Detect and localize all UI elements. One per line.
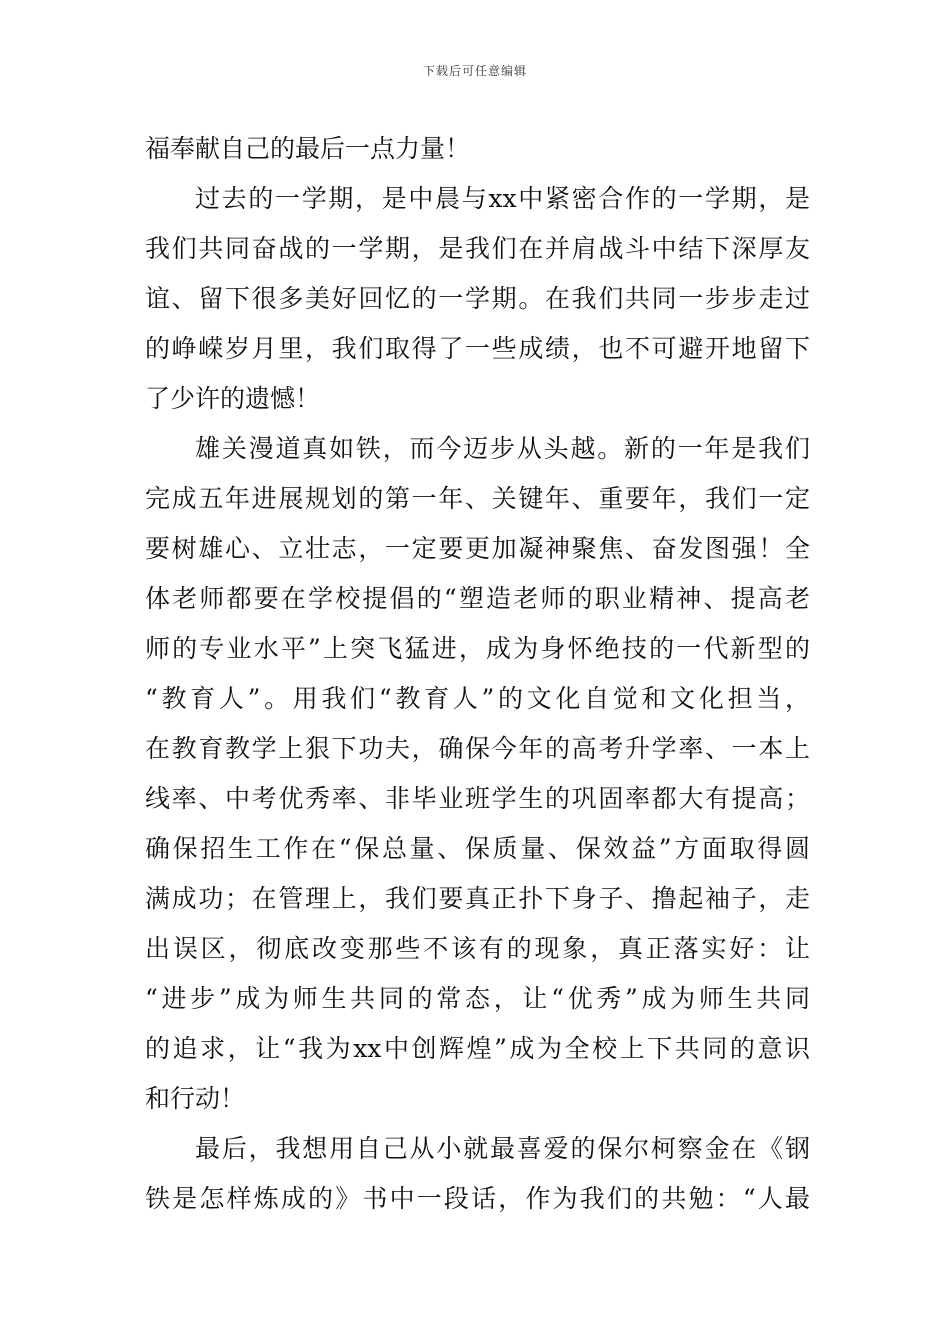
paragraph-first-line: 过去的一学期，是中晨与xx中紧密合作的一学期，是 <box>195 184 810 213</box>
text-line: 要树雄心、立壮志，一定要更加凝神聚焦、奋发图强！全 <box>145 534 810 563</box>
text-line: 满成功；在管理上，我们要真正扑下身子、撸起袖子，走 <box>145 884 810 913</box>
text-line: 师的专业水平”上突飞猛进，成为身怀绝技的一代新型的 <box>145 634 810 663</box>
text-line: 确保招生工作在“保总量、保质量、保效益”方面取得圆 <box>145 834 810 863</box>
text-line: 完成五年进展规划的第一年、关键年、重要年，我们一定 <box>145 484 810 513</box>
text-line: 我们共同奋战的一学期，是我们在并肩战斗中结下深厚友 <box>145 234 810 263</box>
text-line: 的峥嵘岁月里，我们取得了一些成绩，也不可避开地留下 <box>145 334 810 363</box>
paragraph-first-line: 最后，我想用自己从小就最喜爱的保尔柯察金在《钢 <box>195 1134 810 1163</box>
text-line: 出误区，彻底改变那些不该有的现象，真正落实好：让 <box>145 934 810 963</box>
text-line: 福奉献自己的最后一点力量！ <box>145 134 471 163</box>
text-line: “进步”成为师生共同的常态，让“优秀”成为师生共同 <box>145 984 810 1013</box>
paragraph-first-line: 雄关漫道真如铁，而今迈步从头越。新的一年是我们 <box>195 434 810 463</box>
text-line: 体老师都要在学校提倡的“塑造老师的职业精神、提高老 <box>145 584 810 613</box>
text-line: 和行动！ <box>145 1084 246 1113</box>
text-line: 在教育教学上狠下功夫，确保今年的高考升学率、一本上 <box>145 734 810 763</box>
document-body <box>145 124 810 1224</box>
text-line: 谊、留下很多美好回忆的一学期。在我们共同一步步走过 <box>145 284 810 313</box>
text-line: 线率、中考优秀率、非毕业班学生的巩固率都大有提高； <box>145 784 810 813</box>
text-line: “教育人”。用我们“教育人”的文化自觉和文化担当， <box>145 684 810 713</box>
text-line: 的追求，让“我为xx中创辉煌”成为全校上下共同的意识 <box>145 1034 810 1063</box>
text-line: 了少许的遗憾！ <box>145 384 321 413</box>
page-header-note: 下载后可任意编辑 <box>422 64 527 78</box>
text-line: 铁是怎样炼成的》书中一段话，作为我们的共勉：“人最 <box>145 1184 810 1213</box>
